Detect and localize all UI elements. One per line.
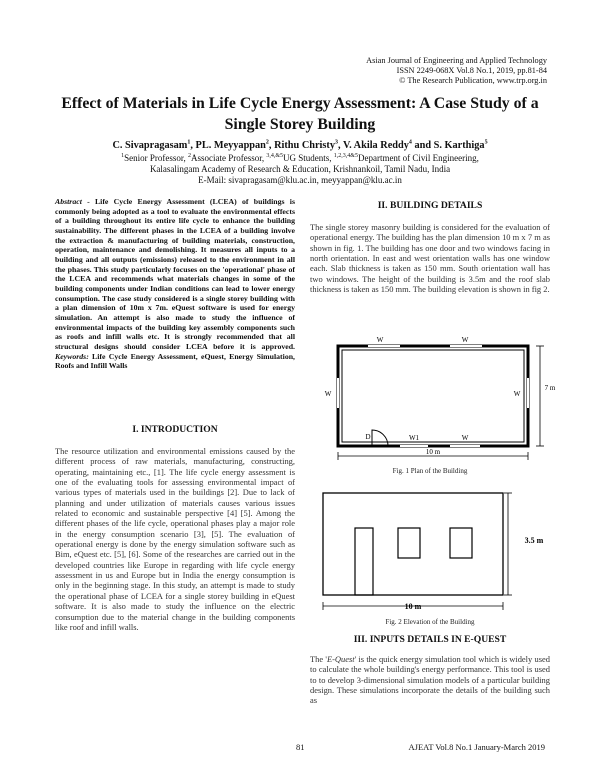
equest-text-body: ' is the quick energy simulation tool which is widely used to calculate the whole building's energy performance. This tool is used to to develop 3-dimensional simulation models of a particular building design. These simulations incorporate the details of the building such as — [310, 654, 550, 706]
affiliation-line-1 — [40, 153, 560, 164]
affiliation — [40, 153, 560, 186]
affiliation-email: E-Mail: sivapragasam@klu.ac.in, meyyappan@klu.ac.in — [198, 175, 402, 185]
paper-title: Effect of Materials in Life Cycle Energy Assessment: A Case Study of a Single Storey Building — [61, 95, 539, 133]
author-sup: 4 — [408, 139, 412, 146]
affil-sup: 3,4,&5 — [266, 153, 284, 159]
affil-role: Associate Professor, — [190, 153, 267, 163]
elevation-window — [398, 528, 420, 558]
abstract-label: Abstract — [55, 197, 82, 206]
journal-copyright: © The Research Publication, www.trp.org.in — [399, 76, 547, 85]
plan-label-w: W — [513, 390, 521, 398]
keywords-label: Keywords: — [55, 351, 89, 361]
plan-label-w: W — [324, 390, 332, 398]
affil-role: Senior Professor, — [124, 153, 188, 163]
abstract — [55, 197, 295, 371]
plan-outer-wall — [338, 346, 528, 446]
keywords-text: Life Cycle Energy Assessment, eQuest, Energy Simulation, Roofs and Infill Walls — [55, 351, 295, 371]
plan-label-w: W — [461, 336, 469, 344]
equest-text — [310, 654, 550, 706]
affil-sup: 2 — [187, 153, 191, 159]
abstract-text: - Life Cycle Energy Assessment (LCEA) of buildings is commonly being adopted as a tool to evaluate the environmental effects of a building throughout its entire life cycle to enhance the building sustainability. The different phases in the LCEA of a building involve the extraction & manufacturing of building materials, construction, operation, maintenance and demolishing. It measures all inputs to a building and all outputs (emissions) released to the environment in all the phases. This study particularly focuses on the 'operational' phase of the LCEA and recommends what materials changes in some of the building components under Indian conditions can lead to lower energy consumption. The case study considered is a single storey building with a plan dimension of 10m x 7m. eQuest software is used for energy simulation. An attempt is also made to study the influence of environmental impacts of the building key assembly components such as roofs and infill walls etc. It is strongly recommended that all structural designs should consider LCEA before it is approved. — [55, 197, 295, 351]
plan-dimension-length: 10 m — [425, 448, 441, 456]
author-sup: 5 — [484, 139, 488, 146]
figure-elevation — [300, 488, 560, 618]
section-heading-building-details: II. BUILDING DETAILS — [377, 200, 483, 211]
equest-tool-name: E-Quest — [326, 654, 355, 664]
plan-dimension-width: 7 m — [544, 384, 556, 392]
section-heading-introduction: I. INTRODUCTION — [132, 424, 218, 435]
author-sup: 1 — [187, 139, 191, 146]
affil-department: Department of Civil Engineering, — [357, 153, 479, 163]
affil-sup: 1,2,3,4&5 — [333, 153, 358, 159]
introduction-text: The resource utilization and environmental emissions caused by the different process of raw materials, manufacturing, constructing, operating, maintaining etc., [1]. The life cycle energy assessment is one of the evaluating tools for assessing environmental impact of various types of materials used in the buildings [2]. Due to lack of planning and under utilization of materials causes various issues related to economic and sustainable perspective [4] [5]. Among the different phases of the life cycle, operational phases play a major role in the energy consumption scenario [3], [5]. The evaluation of operational energy is done by the energy simulation software such as Bim, eQuest etc. [5], [6]. Some of the researches are carried out in the developed countries like Europe in regarding with life cycle energy assessment in us and Europe but in India the energy consumption is only in the beginning stage. In this study, an attempt is made to study the operational phase of LCEA for a single storey building in eQuest software. It is also made to study the influence on the electric consumption due to the material change in the building components like roof and infill walls. — [55, 446, 295, 632]
affiliation-line-2: Kalasalingam Academy of Research & Education, Krishnankoil, Tamil Nadu, India — [149, 164, 451, 174]
plan-door-swing — [372, 430, 388, 446]
page-number: 81 — [296, 742, 305, 752]
affil-role: UG Students, — [283, 153, 334, 163]
elevation-dimension-length: 10 m — [404, 602, 422, 611]
plan-inner-wall — [342, 350, 524, 442]
author-name: , PL. Meyyappan — [190, 140, 266, 151]
elevation-dimension-height: 3.5 m — [524, 536, 544, 545]
plan-label-w1: W1 — [408, 434, 420, 442]
affil-sup: 1 — [121, 153, 125, 159]
author-name: , Rithu Christy — [268, 140, 336, 151]
equest-text-lead: The ' — [310, 654, 327, 664]
section-heading-equest: III. INPUTS DETAILS IN E-QUEST — [353, 634, 507, 645]
plan-label-w: W — [376, 336, 384, 344]
plan-label-door: D — [365, 433, 371, 441]
figure-1-caption: Fig. 1 Plan of the Building — [392, 467, 468, 475]
elevation-window — [450, 528, 472, 558]
journal-issn: ISSN 2249-068X Vol.8 No.1, 2019, pp.81-84 — [396, 66, 547, 75]
journal-header — [366, 56, 547, 86]
author-name: and S. Karthiga — [411, 140, 485, 151]
journal-name: Asian Journal of Engineering and Applied Technology — [366, 56, 547, 65]
footer-journal: AJEAT Vol.8 No.1 January-March 2019 — [408, 742, 545, 752]
author-sup: 3 — [335, 139, 339, 146]
elevation-door — [355, 528, 373, 595]
author-name: C. Sivapragasam — [112, 140, 188, 151]
elevation-outline — [323, 493, 503, 595]
figure-2-caption: Fig. 2 Elevation of the Building — [385, 618, 475, 626]
building-details-text: The single storey masonry building is considered for the evaluation of operational energy. The building has the plan dimension 10 m x 7 m as shown in fig. 1. The building has one door and two windows facing in north orientation. In east and west orientation walls has one window each. Slab thickness is taken as 150 mm. South orientation wall has two windows. The height of the building is 3.5m and the roof slab thickness is taken as 150 mm. The building elevation is shown in fig 2. — [310, 222, 550, 295]
author-name: , V. Akila Reddy — [338, 140, 409, 151]
figure-plan — [300, 330, 560, 480]
plan-label-w: W — [461, 434, 469, 442]
author-sup: 2 — [265, 139, 269, 146]
author-list — [40, 140, 560, 152]
